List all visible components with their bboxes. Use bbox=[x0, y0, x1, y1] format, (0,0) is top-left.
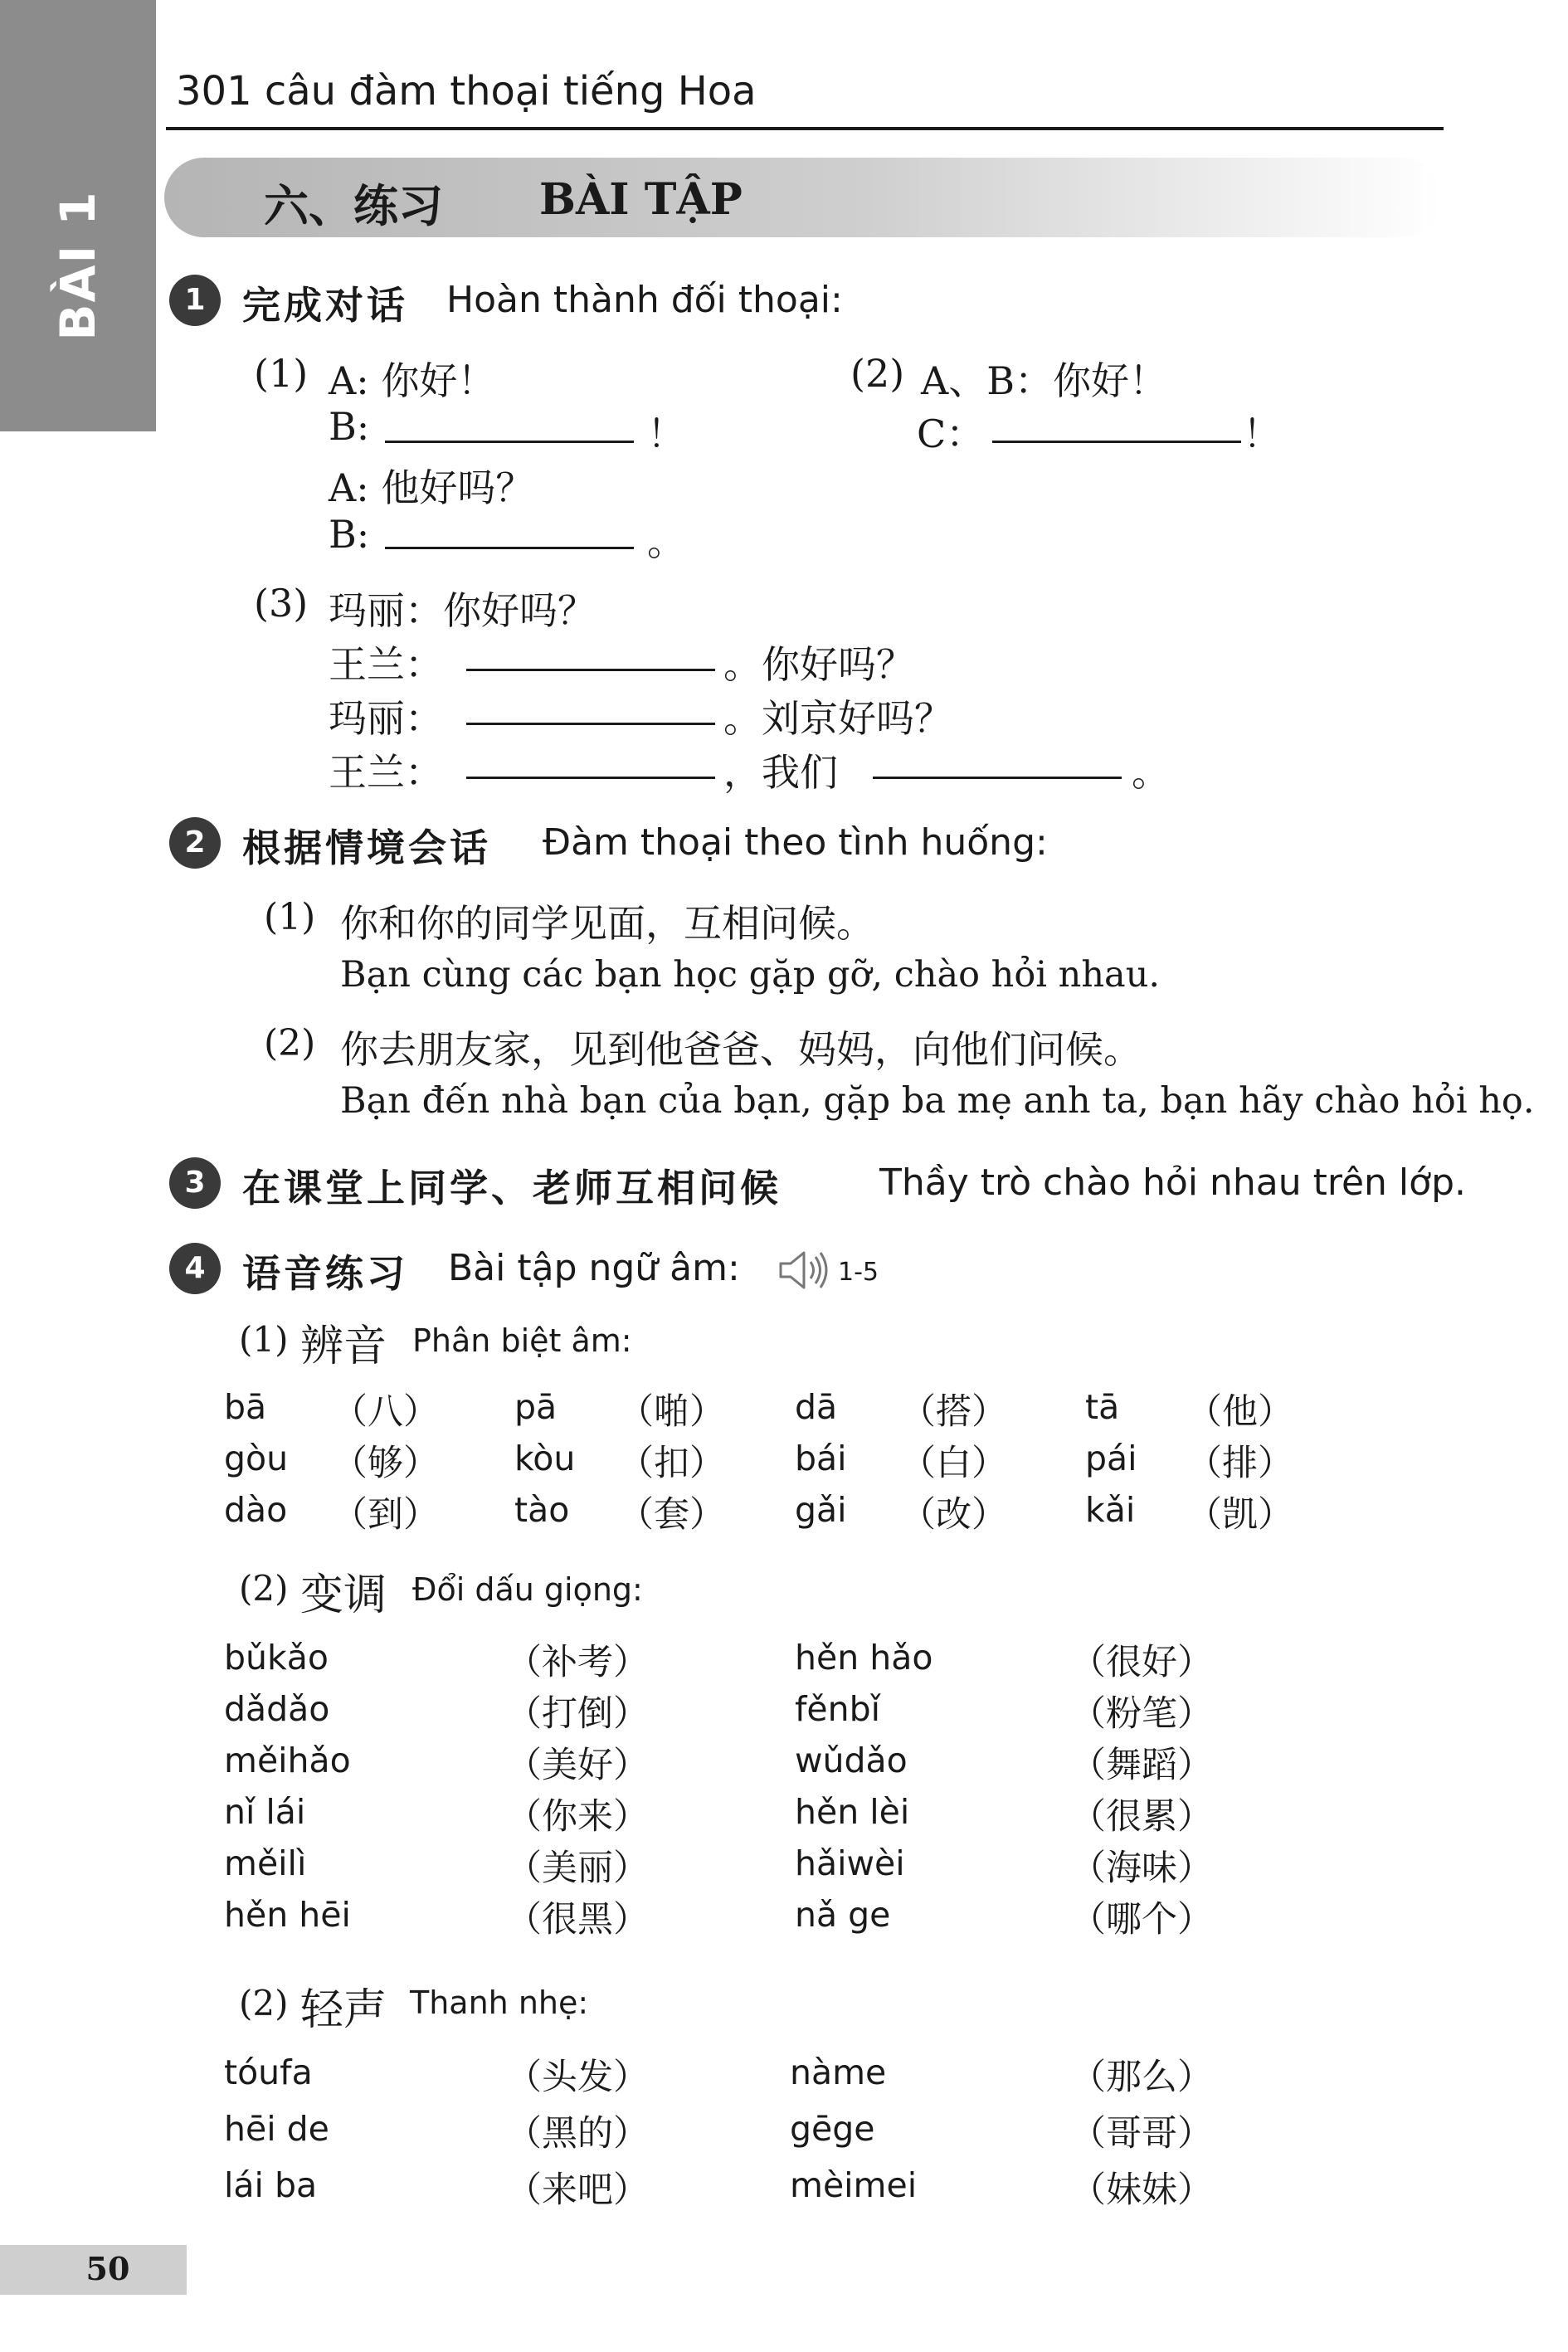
part-3-title-vi: Thanh nhẹ: bbox=[410, 1984, 589, 2021]
pinyin-item: hēi de bbox=[224, 2109, 329, 2149]
situation-2-zh: 你去朋友家，见到他爸爸、妈妈，向他们问候。 bbox=[340, 1027, 1142, 1072]
page-number: 50 bbox=[85, 2250, 130, 2287]
hanzi-item: （八） bbox=[332, 1391, 439, 1433]
part-1-title-vi: Phân biệt âm: bbox=[412, 1322, 632, 1359]
pinyin-item: měihǎo bbox=[224, 1741, 351, 1780]
answer-blank[interactable] bbox=[873, 777, 1122, 779]
pinyin-item: pái bbox=[1085, 1439, 1137, 1478]
answer-blank[interactable] bbox=[466, 723, 715, 725]
pinyin-item: nǐ lái bbox=[224, 1792, 306, 1832]
hanzi-item: （你来） bbox=[506, 1796, 649, 1838]
book-title: 301 câu đàm thoại tiếng Hoa bbox=[176, 68, 757, 114]
part-1-label: (1) bbox=[239, 1319, 289, 1360]
pinyin-item: kòu bbox=[514, 1439, 576, 1478]
dialog-1-punct: 。 bbox=[647, 519, 685, 564]
audio-track-ref: 1-5 bbox=[838, 1258, 879, 1287]
dialog-2-label: (2) bbox=[850, 351, 905, 396]
pinyin-item: dā bbox=[795, 1387, 838, 1427]
speaker-icon[interactable] bbox=[777, 1249, 830, 1291]
exercise-1-title-vi: Hoàn thành đối thoại: bbox=[446, 279, 843, 321]
hanzi-item: （补考） bbox=[506, 1642, 649, 1683]
hanzi-item: （打倒） bbox=[506, 1693, 649, 1735]
exercise-2-title-zh: 根据情境会话 bbox=[242, 825, 491, 870]
hanzi-item: （来吧） bbox=[506, 2169, 649, 2211]
pinyin-item: měilì bbox=[224, 1843, 307, 1883]
dialog-3-speaker: 玛丽： bbox=[329, 696, 443, 741]
hanzi-item: （他） bbox=[1186, 1391, 1293, 1433]
situation-2-vi: Bạn đến nhà bạn của bạn, gặp ba mẹ anh ta, bạn hãy chào hỏi họ. bbox=[340, 1080, 1535, 1122]
exercise-3-title-vi: Thầy trò chào hỏi nhau trên lớp. bbox=[879, 1161, 1466, 1204]
pinyin-item: tā bbox=[1085, 1387, 1120, 1427]
answer-blank[interactable] bbox=[466, 777, 715, 779]
situation-1-label: (1) bbox=[264, 896, 316, 938]
exercise-2-number: 2 bbox=[169, 817, 221, 869]
hanzi-item: （美好） bbox=[506, 1745, 649, 1786]
exercise-3-number: 3 bbox=[169, 1157, 221, 1209]
pinyin-item: gēge bbox=[790, 2109, 875, 2149]
hanzi-item: （排） bbox=[1186, 1443, 1293, 1484]
hanzi-item: （黑的） bbox=[506, 2113, 649, 2155]
hanzi-item: （搭） bbox=[900, 1391, 1007, 1433]
dialog-3-line-2-tail: 。你好吗？ bbox=[723, 642, 914, 687]
dialog-3-line-3-tail: 。刘京好吗？ bbox=[723, 696, 952, 741]
lesson-label: BÀI 1 bbox=[50, 190, 106, 341]
hanzi-item: （很累） bbox=[1070, 1796, 1213, 1838]
dialog-3-label: (3) bbox=[254, 581, 309, 626]
dialog-1-label: (1) bbox=[254, 351, 309, 396]
hanzi-item: （很好） bbox=[1070, 1642, 1213, 1683]
answer-blank[interactable] bbox=[385, 441, 634, 443]
part-2-title-vi: Đổi dấu giọng: bbox=[412, 1571, 643, 1608]
hanzi-item: （美丽） bbox=[506, 1848, 649, 1889]
situation-2-label: (2) bbox=[264, 1022, 316, 1064]
pinyin-item: fěnbǐ bbox=[795, 1689, 881, 1729]
situation-1-zh: 你和你的同学见面，互相问候。 bbox=[340, 901, 874, 946]
pinyin-item: bā bbox=[224, 1387, 267, 1427]
pinyin-item: hěn hēi bbox=[224, 1895, 351, 1935]
hanzi-item: （啪） bbox=[618, 1391, 725, 1433]
dialog-3-speaker: 王兰： bbox=[329, 642, 443, 687]
pinyin-item: dào bbox=[224, 1490, 288, 1530]
hanzi-item: （妹妹） bbox=[1070, 2169, 1213, 2211]
hanzi-item: （白） bbox=[900, 1443, 1007, 1484]
pinyin-item: bái bbox=[795, 1439, 847, 1478]
section-title-vi: BÀI TẬP bbox=[539, 174, 743, 225]
answer-blank[interactable] bbox=[466, 669, 715, 671]
exercise-2-title-vi: Đàm thoại theo tình huống: bbox=[543, 821, 1048, 864]
part-2-label: (2) bbox=[239, 1568, 289, 1609]
answer-blank[interactable] bbox=[992, 441, 1241, 443]
header-rule bbox=[166, 127, 1444, 130]
dialog-2-speaker-c: C： bbox=[917, 411, 985, 456]
dialog-1-speaker-b: B: bbox=[329, 404, 370, 449]
pinyin-item: dǎdǎo bbox=[224, 1689, 330, 1729]
pinyin-item: gǎi bbox=[795, 1490, 847, 1530]
pinyin-item: hěn lèi bbox=[795, 1792, 910, 1832]
exercise-4-number: 4 bbox=[169, 1243, 221, 1294]
pinyin-item: tóufa bbox=[224, 2053, 313, 2092]
dialog-1-line-3: A: 他好吗？ bbox=[329, 465, 534, 510]
pinyin-item: nǎ ge bbox=[795, 1895, 891, 1935]
side-tab bbox=[0, 0, 156, 431]
exercise-4-title-zh: 语音练习 bbox=[242, 1251, 408, 1296]
dialog-2-punct: ！ bbox=[1243, 411, 1281, 456]
part-2-title-zh: 变调 bbox=[300, 1570, 387, 1620]
pinyin-item: hěn hǎo bbox=[795, 1638, 933, 1678]
dialog-1-speaker-b: B: bbox=[329, 512, 370, 557]
hanzi-item: （套） bbox=[618, 1494, 725, 1536]
exercise-1-number: 1 bbox=[169, 275, 221, 326]
hanzi-item: （改） bbox=[900, 1494, 1007, 1536]
part-1-title-zh: 辨音 bbox=[300, 1322, 387, 1371]
pinyin-item: gòu bbox=[224, 1439, 289, 1478]
hanzi-item: （海味） bbox=[1070, 1848, 1213, 1889]
hanzi-item: （很黑） bbox=[506, 1899, 649, 1941]
pinyin-item: mèimei bbox=[790, 2165, 918, 2205]
dialog-3-line-1: 玛丽：你好吗？ bbox=[329, 588, 596, 633]
section-title-zh: 六、练习 bbox=[264, 179, 443, 232]
hanzi-item: （哥哥） bbox=[1070, 2113, 1213, 2155]
exercise-1-title-zh: 完成对话 bbox=[242, 283, 408, 328]
pinyin-item: tào bbox=[514, 1490, 570, 1530]
exercise-4-title-vi: Bài tập ngữ âm: bbox=[448, 1247, 740, 1289]
hanzi-item: （够） bbox=[332, 1443, 439, 1484]
pinyin-item: nàme bbox=[790, 2053, 887, 2092]
hanzi-item: （凯） bbox=[1186, 1494, 1293, 1536]
pinyin-item: lái ba bbox=[224, 2165, 318, 2205]
hanzi-item: （头发） bbox=[506, 2057, 649, 2098]
dialog-1-line-1: A: 你好！ bbox=[329, 358, 496, 403]
pinyin-item: wǔdǎo bbox=[795, 1741, 908, 1780]
hanzi-item: （扣） bbox=[618, 1443, 725, 1484]
pinyin-item: hǎiwèi bbox=[795, 1843, 905, 1883]
pinyin-item: bǔkǎo bbox=[224, 1638, 329, 1678]
hanzi-item: （舞蹈） bbox=[1070, 1745, 1213, 1786]
dialog-3-speaker: 王兰： bbox=[329, 750, 443, 795]
part-3-label: (2) bbox=[239, 1983, 289, 2023]
dialog-3-punct: 。 bbox=[1132, 750, 1170, 795]
hanzi-item: （那么） bbox=[1070, 2057, 1213, 2098]
hanzi-item: （哪个） bbox=[1070, 1899, 1213, 1941]
dialog-1-punct: ！ bbox=[647, 411, 685, 456]
pinyin-item: pā bbox=[514, 1387, 558, 1427]
exercise-3-title-zh: 在课堂上同学、老师互相问候 bbox=[242, 1166, 782, 1210]
pinyin-item: kǎi bbox=[1085, 1490, 1136, 1530]
dialog-3-line-4-mid: ，我们 bbox=[723, 750, 838, 795]
answer-blank[interactable] bbox=[385, 547, 634, 549]
dialog-2-line-1: A、B：你好！ bbox=[921, 358, 1168, 403]
hanzi-item: （粉笔） bbox=[1070, 1693, 1213, 1735]
hanzi-item: （到） bbox=[332, 1494, 439, 1536]
part-3-title-zh: 轻声 bbox=[300, 1985, 387, 2035]
situation-1-vi: Bạn cùng các bạn học gặp gỡ, chào hỏi nhau. bbox=[340, 954, 1161, 996]
